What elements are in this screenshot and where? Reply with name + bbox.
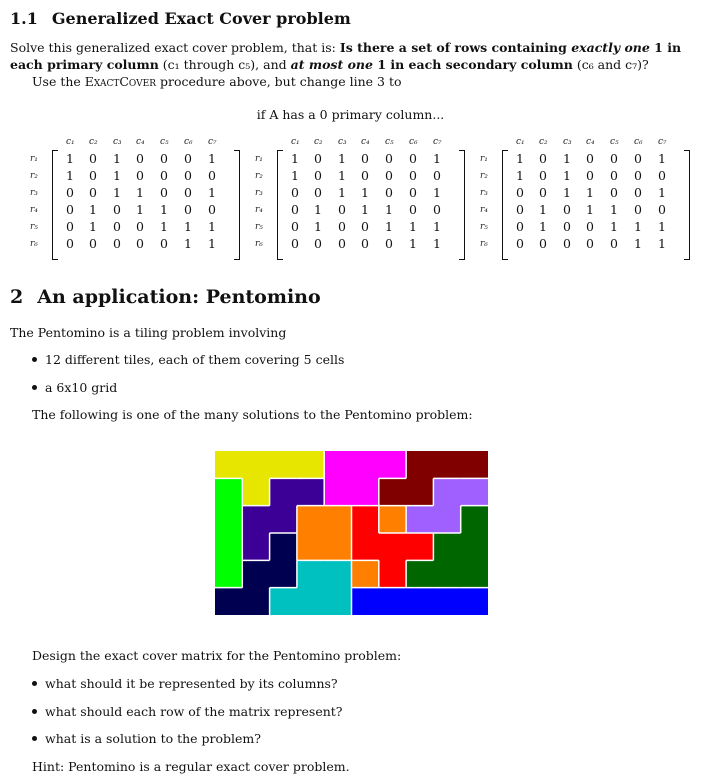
matrix-cell: 0 [563,202,571,217]
matrix-cell: 0 [291,236,299,251]
row-label: r₄ [480,205,488,215]
matrix-cell: 0 [610,151,618,166]
matrix-cell: 1 [586,202,594,217]
matrix-cell: 0 [610,185,618,200]
matrix-cell: 1 [385,202,393,217]
matrix-cell: 1 [314,202,322,217]
column-label: c₅ [610,137,619,147]
matrix-cell: 1 [361,202,369,217]
matrix-cell: 0 [634,168,642,183]
pentomino-cell-M [324,451,352,479]
right-bracket [684,150,690,260]
matrix-cell: 0 [586,151,594,166]
column-label: c₂ [89,137,98,147]
matrix-cell: 1 [433,219,441,234]
matrix-cell: 0 [136,219,144,234]
matrix-cell: 0 [160,185,168,200]
pentomino-cell-O [379,506,407,534]
matrix-cell: 1 [208,236,216,251]
pentomino-cell-C [297,560,325,588]
row-label: r₁ [255,154,263,164]
intro-bold-3: 1 in each secondary column [372,57,573,72]
matrix-cell: 0 [113,236,121,251]
matrix-cell: 0 [160,236,168,251]
intro-bold-1: Is there a set of rows containing [339,40,572,55]
pentomino-cell-M [379,451,407,479]
column-label: c₇ [658,137,667,147]
matrix-cell: 1 [184,236,192,251]
column-label: c₄ [361,137,370,147]
column-label: c₂ [539,137,548,147]
list-item: what should it be represented by its columns? [32,676,338,691]
problem-statement [10,39,696,73]
pentomino-cell-I [270,478,298,506]
matrix-cell: 1 [516,151,524,166]
matrix-cell: 1 [409,219,417,234]
matrix-cell: 0 [113,202,121,217]
matrix-cell: 0 [208,202,216,217]
pentomino-cell-Y [297,451,325,479]
matrix-cell: 0 [634,185,642,200]
matrix-cell: 0 [516,219,524,234]
pentomino-cell-K [270,560,298,588]
pentomino-cell-O [324,506,352,534]
matrix-cell: 0 [385,185,393,200]
matrix-cell: 0 [338,202,346,217]
pentomino-solution-grid [215,451,488,615]
matrix-cell: 0 [586,236,594,251]
matrix-cell: 1 [610,219,618,234]
pentomino-cell-I [297,478,325,506]
pentomino-cell-E [461,533,488,561]
matrix-cell: 1 [610,202,618,217]
matrix-cell: 0 [338,236,346,251]
matrix-cell: 0 [516,202,524,217]
matrix-cell: 0 [361,151,369,166]
matrix-cell: 0 [136,168,144,183]
row-label: r₆ [255,239,263,249]
matrix-cell: 0 [385,236,393,251]
matrix-cell: 1 [113,168,121,183]
row-label: r₃ [480,188,488,198]
pentomino-cell-I [270,506,298,534]
procedure-name: ExactCover [84,74,156,89]
matrix-cell: 1 [433,151,441,166]
matrix-cell: 0 [291,219,299,234]
pentomino-cell-L [433,478,461,506]
pentomino-cell-M [324,478,352,506]
matrix-cell: 0 [66,219,74,234]
use-pre: Use the [32,74,85,89]
matrix-cell: 1 [658,151,666,166]
pentomino-cell-Y [270,451,298,479]
matrix-cell: 1 [338,151,346,166]
matrix-cell: 1 [160,202,168,217]
matrix-cell: 1 [208,151,216,166]
pentomino-cell-R [406,533,434,561]
pentomino-cell-B [461,588,488,615]
matrix-cell: 0 [314,168,322,183]
matrix-cell: 1 [634,236,642,251]
pentomino-cell-K [242,588,270,615]
matrix-cell: 0 [136,236,144,251]
matrix-cell: 0 [184,151,192,166]
pentomino-cell-R [352,506,380,534]
pentomino-intro: The Pentomino is a tiling problem involving [10,325,287,340]
matrix-cell: 1 [658,185,666,200]
pentomino-cell-Y [215,451,243,479]
matrix-cell: 0 [66,185,74,200]
matrix-cell: 1 [586,185,594,200]
matrix-cell: 1 [433,185,441,200]
matrix-cell: 0 [658,168,666,183]
matrix-cell: 0 [291,185,299,200]
matrix-cell: 0 [409,202,417,217]
matrix-cell: 1 [208,219,216,234]
column-label: c₆ [634,137,643,147]
column-label: c₇ [208,137,217,147]
left-bracket [277,150,283,260]
matrix-cell: 1 [66,168,74,183]
matrix-cell: 0 [634,151,642,166]
matrix-cell: 1 [338,185,346,200]
matrix-cell: 0 [160,168,168,183]
section-1-1-heading [10,9,351,28]
matrix-cell: 1 [136,202,144,217]
matrix-cell: 1 [658,236,666,251]
pentomino-cell-G [215,506,243,534]
matrix-cell: 0 [314,185,322,200]
matrix-cell: 1 [184,219,192,234]
matrix-cell: 0 [184,168,192,183]
matrix-cell: 0 [586,168,594,183]
pentomino-cell-D [379,478,407,506]
section-number: 1.1 [10,9,38,28]
pentomino-cell-E [461,506,488,534]
list-item: what should each row of the matrix represent? [32,704,343,719]
row-label: r₅ [480,222,488,232]
intro-bold-2: 1 in each primary column [10,40,682,72]
pentomino-cell-O [352,560,380,588]
design-text: Design the exact cover matrix for the Pentomino problem: [32,648,402,663]
column-label: c₁ [66,137,75,147]
pentomino-cell-C [297,588,325,615]
matrix-cell: 0 [634,202,642,217]
column-label: c₂ [314,137,323,147]
pentomino-cell-C [324,560,352,588]
pentomino-cell-R [379,533,407,561]
pentomino-cell-K [270,533,298,561]
matrix-cell: 0 [409,151,417,166]
pentomino-cell-K [215,588,243,615]
matrix-cell: 0 [89,236,97,251]
matrix-cell: 1 [66,151,74,166]
pentomino-cell-E [461,560,488,588]
matrix-cell: 0 [433,168,441,183]
section-number: 2 [10,286,24,308]
matrix-cell: 0 [433,202,441,217]
matrix-cell: 0 [89,151,97,166]
matrix-cell: 1 [516,168,524,183]
pentomino-cell-D [406,478,434,506]
section-2-heading [10,286,321,308]
matrix-cell: 1 [385,219,393,234]
pentomino-cell-E [433,533,461,561]
matrix-cell: 0 [89,185,97,200]
matrix-cell: 1 [361,185,369,200]
matrix-cell: 0 [291,202,299,217]
pentomino-cell-D [461,451,488,479]
pentomino-cell-R [379,560,407,588]
section-title: An application: Pentomino [37,286,321,308]
matrix-cell: 1 [658,219,666,234]
pentomino-cell-Y [242,478,270,506]
matrix-3 [480,137,695,261]
pentomino-cell-O [324,533,352,561]
matrix-cell: 1 [563,168,571,183]
pentomino-cell-M [352,451,380,479]
matrix-cell: 0 [610,168,618,183]
matrix-cell: 0 [658,202,666,217]
column-label: c₇ [433,137,442,147]
matrix-cell: 0 [563,236,571,251]
matrix-cell: 1 [409,236,417,251]
matrix-cell: 0 [338,219,346,234]
intro-exactly: exactly one [571,40,650,55]
right-bracket [234,150,240,260]
column-label: c₄ [136,137,145,147]
matrix-cell: 0 [610,236,618,251]
intro-atmost: at most one [290,57,373,72]
row-label: r₃ [30,188,38,198]
matrix-cell: 1 [113,151,121,166]
matrix-cell: 0 [516,185,524,200]
matrix-cell: 0 [539,151,547,166]
list-item: what is a solution to the problem? [32,731,261,746]
matrix-cell: 0 [113,219,121,234]
matrix-cell: 0 [361,168,369,183]
matrix-cell: 1 [314,219,322,234]
matrix-cell: 1 [89,219,97,234]
matrix-cell: 1 [539,202,547,217]
matrix-cell: 1 [338,168,346,183]
pentomino-cell-B [406,588,434,615]
row-label: r₃ [255,188,263,198]
matrix-2 [255,137,470,261]
row-label: r₆ [30,239,38,249]
matrix-cell: 1 [433,236,441,251]
row-label: r₆ [480,239,488,249]
matrix-cell: 0 [208,168,216,183]
matrix-cell: 0 [385,151,393,166]
matrix-cell: 1 [208,185,216,200]
matrix-1 [30,137,245,261]
matrix-cell: 0 [314,236,322,251]
pentomino-cell-I [242,506,270,534]
row-label: r₁ [30,154,38,164]
pentomino-cell-E [433,560,461,588]
pentomino-cell-G [215,560,243,588]
row-label: r₅ [255,222,263,232]
intro-mid: (c₁ through c₅), and [158,57,291,72]
solution-text: The following is one of the many solutions to the Pentomino problem: [32,407,473,422]
column-label: c₅ [385,137,394,147]
matrix-cell: 0 [184,185,192,200]
matrix-cell: 1 [634,219,642,234]
pentomino-cell-O [297,506,325,534]
left-bracket [52,150,58,260]
pentomino-cell-B [379,588,407,615]
pentomino-cell-G [215,478,243,506]
row-label: r₂ [255,171,263,181]
row-label: r₅ [30,222,38,232]
pentomino-cell-Y [242,451,270,479]
matrix-cell: 0 [361,236,369,251]
matrix-cell: 0 [516,236,524,251]
matrix-cell: 1 [160,219,168,234]
right-bracket [459,150,465,260]
matrix-cell: 0 [563,219,571,234]
column-label: c₆ [184,137,193,147]
pentomino-cell-L [461,478,488,506]
pentomino-cell-I [242,533,270,561]
column-label: c₅ [160,137,169,147]
matrix-cell: 0 [136,151,144,166]
column-label: c₁ [516,137,525,147]
pentomino-cell-M [352,478,380,506]
pentomino-cell-E [406,560,434,588]
matrix-cell: 0 [89,168,97,183]
row-label: r₁ [480,154,488,164]
column-label: c₆ [409,137,418,147]
use-procedure-text [32,74,402,89]
matrix-cell: 0 [314,151,322,166]
matrix-cell: 1 [563,151,571,166]
matrix-cell: 0 [385,168,393,183]
matrix-cell: 0 [184,202,192,217]
pentomino-cell-K [242,560,270,588]
matrix-cell: 0 [539,168,547,183]
row-label: r₂ [480,171,488,181]
pentomino-cell-O [297,533,325,561]
section-title: Generalized Exact Cover problem [51,9,351,28]
matrix-cell: 1 [113,185,121,200]
pentomino-cell-L [433,506,461,534]
matrix-cell: 0 [409,185,417,200]
matrix-cell: 0 [539,236,547,251]
row-label: r₄ [255,205,263,215]
matrix-cell: 1 [291,168,299,183]
use-post: procedure above, but change line 3 to [156,74,402,89]
matrix-cell: 1 [291,151,299,166]
pentomino-cell-C [324,588,352,615]
column-label: c₃ [563,137,572,147]
column-label: c₃ [113,137,122,147]
column-label: c₁ [291,137,300,147]
matrix-cell: 0 [160,151,168,166]
pentomino-cell-C [270,588,298,615]
hint-text: Hint: Pentomino is a regular exact cover problem. [32,759,350,774]
column-label: c₃ [338,137,347,147]
pentomino-cell-G [215,533,243,561]
row-label: r₂ [30,171,38,181]
matrix-cell: 1 [89,202,97,217]
matrix-cell: 1 [563,185,571,200]
matrix-cell: 0 [586,219,594,234]
pentomino-cell-D [406,451,434,479]
pentomino-cell-B [352,588,380,615]
matrix-cell: 1 [539,219,547,234]
matrix-cell: 0 [66,202,74,217]
matrix-cell: 0 [361,219,369,234]
left-bracket [502,150,508,260]
intro-end: (c₆ and c₇)? [572,57,649,72]
matrix-cell: 1 [136,185,144,200]
intro-text: Solve this generalized exact cover problem, that is: [10,40,340,55]
matrix-cell: 0 [66,236,74,251]
list-item: a 6x10 grid [32,380,117,395]
list-item: 12 different tiles, each of them covering 5 cells [32,352,344,367]
pentomino-cell-B [433,588,461,615]
pentomino-cell-R [352,533,380,561]
pentomino-cell-D [433,451,461,479]
column-label: c₄ [586,137,595,147]
matrix-cell: 0 [539,185,547,200]
pentomino-cell-L [406,506,434,534]
row-label: r₄ [30,205,38,215]
matrix-cell: 0 [409,168,417,183]
code-line: if A has a 0 primary column... [256,107,445,122]
